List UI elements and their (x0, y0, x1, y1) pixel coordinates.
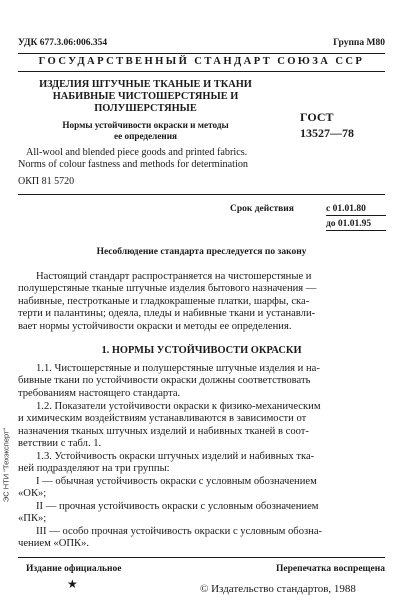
star-icon: ★ (67, 577, 78, 591)
validity-from: с 01.01.80 (326, 204, 386, 216)
intro-line-4: терти и палантины; одеяла, пледы и набивные ткани и устанавли- (18, 308, 316, 320)
clause-1-3-line-2: ней подразделяют на три группы: (18, 463, 170, 475)
title-rule (18, 194, 385, 195)
subtitle-line-1: Нормы устойчивости окраски и методы (62, 120, 229, 130)
validity-to: до 01.01.95 (326, 219, 386, 231)
title-ru-line-3: ПОЛУШЕРСТЯНЫЕ (94, 103, 197, 115)
intro-line-1: Настоящий стандарт распространяется на чистошерстяные и (36, 271, 312, 282)
intro-line-3: набивные, пестротканые и гладкокрашеные платки, шарфы, ска- (18, 295, 310, 307)
group-1-line-1: I — обычная устойчивость окраски с условным обозначением (36, 476, 317, 487)
clause-1-2-line-1: 1.2. Показатели устойчивости окраски к физико-механическим (36, 401, 321, 412)
group-2-item (18, 501, 385, 526)
title-en-line-1: All-wool and blended piece goods and printed fabrics. (26, 147, 248, 158)
validity-label: Срок действия (230, 204, 294, 214)
group-2-line-2: «ПК»; (18, 513, 47, 525)
gost-number: 13527—78 (300, 126, 354, 140)
side-stamp-text: ЭС НТИ "Техэксперт" (1, 427, 11, 503)
group-3-item (18, 526, 385, 551)
clause-1-1 (18, 363, 385, 400)
group-2-line-1: II — прочная устойчивость окраски с условным обозначением (36, 501, 319, 512)
clause-1-1-line-1: 1.1. Чистошерстяные и полушерстяные штучные изделия и на- (36, 363, 320, 374)
intro-line-5: вает нормы устойчивости окраски и методы ее определения. (18, 320, 292, 332)
clause-1-2 (18, 401, 385, 451)
subtitle-line-2: ее определения (114, 131, 177, 141)
okp-code: ОКП 81 5720 (18, 176, 75, 187)
title-en (18, 147, 288, 171)
violation-notice: Несоблюдение стандарта преследуется по закону (96, 247, 307, 257)
title-ru (18, 79, 273, 116)
udc-code: УДК 677.3.06:006.354 (18, 38, 108, 48)
group-3-line-2: чением «ОПК». (18, 538, 90, 550)
standard-line: ГОСУДАРСТВЕННЫЙ СТАНДАРТ СОЮЗА ССР (38, 56, 365, 67)
copyright: © Издательство стандартов, 1988 (200, 583, 356, 595)
reprint-prohibited: Перепечатка воспрещена (275, 564, 385, 574)
clause-1-1-line-2: бивные ткани по устойчивости окраски должны соответствовать (18, 375, 311, 387)
intro-line-2: полушерстяные тканые штучные изделия бытового назначения — (18, 283, 317, 295)
header-rule-top (18, 53, 385, 54)
footer-rule (18, 557, 385, 558)
group-1-line-2: «ОК»; (18, 488, 47, 500)
gost-label: ГОСТ (300, 110, 334, 124)
title-ru-line-2: НАБИВНЫЕ ЧИСТОШЕРСТЯНЫЕ И (52, 91, 239, 103)
clause-1-2-line-4: ветствии с табл. 1. (18, 438, 102, 450)
group-code: Группа М80 (333, 38, 385, 48)
group-1-item (18, 476, 385, 501)
title-ru-line-1: ИЗДЕЛИЯ ШТУЧНЫЕ ТКАНЫЕ И ТКАНИ (39, 79, 252, 90)
side-stamp (0, 375, 12, 555)
intro-paragraph (18, 271, 385, 333)
official-edition: Издание официальное (26, 564, 122, 574)
clause-1-2-line-2: и химическим воздействиям устанавливаются в зависимости от (18, 413, 307, 425)
clause-1-3 (18, 451, 385, 476)
section-1-heading: 1. НОРМЫ УСТОЙЧИВОСТИ ОКРАСКИ (101, 345, 302, 356)
clause-1-3-line-1: 1.3. Устойчивость окраски штучных изделий и набивных тка- (36, 451, 315, 462)
header-rule-bottom (18, 71, 385, 72)
title-en-line-2: Norms of colour fastness and methods for determination (18, 159, 249, 170)
title-subtitle (18, 120, 273, 142)
clause-1-2-line-3: назначения тканых штучных изделий и набивных тканей в соот- (18, 425, 309, 437)
clause-1-1-line-3: требованиям настоящего стандарта. (18, 387, 181, 399)
group-3-line-1: III — особо прочная устойчивость окраски с условным обозна- (36, 526, 323, 537)
